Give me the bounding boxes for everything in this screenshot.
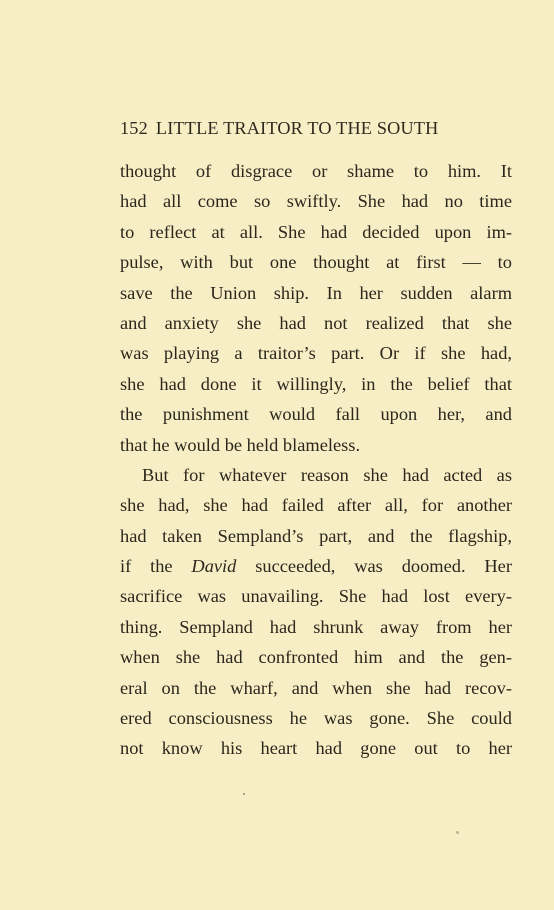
text-line: pulse, with but one thought at first — to [120,252,512,273]
page-number: 152 [120,118,148,138]
text-line: thought of disgrace or shame to him. It [120,161,512,181]
text-segment: succeeded, was doomed. Her [255,556,512,577]
page-header [120,118,514,139]
text-line: when she had confronted him and the gen- [120,647,512,668]
text-line: and anxiety she had not realized that she [120,312,512,333]
text-line: she had done it willingly, in the belief that [120,373,512,394]
text-line: was playing a traitor’s part. Or if she had, [120,343,512,364]
text-line: But for whatever reason she had acted as [142,464,512,485]
text-line: sacrifice was unavailing. She had lost every- [120,586,512,607]
page-body [120,156,512,764]
text-line: not know his heart had gone out to her [120,738,512,759]
text-line: eral on the wharf, and when she had recov- [120,677,512,698]
paper-speck [456,831,459,834]
text-line [120,551,512,581]
text-line: she had, she had failed after all, for another [120,495,512,516]
text-line: the punishment would fall upon her, and [120,404,512,425]
text-line: had all come so swiftly. She had no time [120,191,512,212]
text-line: that he would be held blameless. [120,434,361,455]
paper-speck [243,793,245,795]
text-line: to reflect at all. She had decided upon im- [120,221,512,242]
text-line: save the Union ship. In her sudden alarm [120,282,512,303]
text-line: ered consciousness he was gone. She could [120,708,512,729]
text-line: had taken Sempland’s part, and the flagship, [120,525,512,546]
paragraph-1 [120,156,512,460]
running-title: LITTLE TRAITOR TO THE SOUTH [155,118,439,138]
paragraph-2 [120,460,512,764]
ship-name-italic: David [191,556,237,577]
text-line: thing. Sempland had shrunk away from her [120,616,512,637]
text-segment: if the [120,556,173,577]
